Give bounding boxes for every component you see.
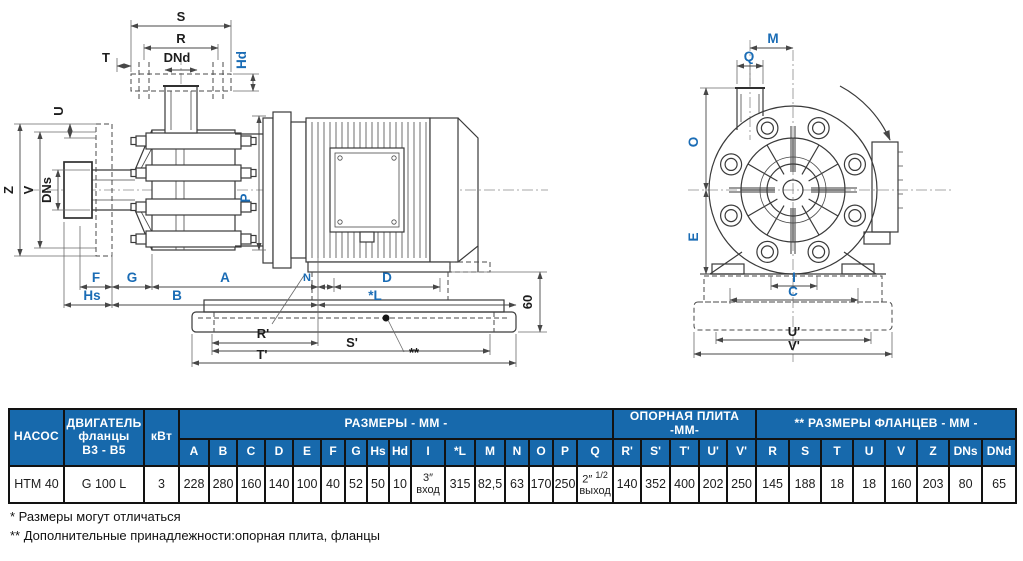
cell-fl-z: 203 <box>917 466 949 503</box>
rotation-direction-arrow <box>840 86 890 140</box>
cell-a: 228 <box>179 466 209 503</box>
col-header-a: A <box>179 439 209 466</box>
col-header-q: Q <box>577 439 613 466</box>
table-row <box>9 466 1016 503</box>
dim-label-r: R <box>176 31 186 46</box>
dim-label-b: B <box>172 288 182 303</box>
dim-label-z: Z <box>1 186 16 194</box>
col-header-i: I <box>411 439 445 466</box>
col-header-fl-z: Z <box>917 439 949 466</box>
dim-label-u-prime: U' <box>787 324 801 339</box>
dim-label-s-prime: S' <box>346 335 358 350</box>
col-header-kw: кВт <box>144 409 179 466</box>
col-header-motor <box>64 409 144 466</box>
pump-side-view <box>1 9 548 367</box>
group-header-dimensions: РАЗМЕРЫ - ММ - <box>179 409 613 439</box>
col-header-hd: Hd <box>389 439 411 466</box>
footnotes <box>10 508 380 546</box>
col-header-r-prime: R' <box>613 439 641 466</box>
dim-label-dnd: DNd <box>163 50 191 65</box>
cell-l: 315 <box>445 466 475 503</box>
footnote-accessories: ** Дополнительные принадлежности:опорная плита, фланцы <box>10 527 381 543</box>
cell-fl-v: 160 <box>885 466 917 503</box>
inlet-size: 3″ <box>422 472 433 484</box>
group-header-base-plate: ОПОРНАЯ ПЛИТА -ММ- <box>613 409 756 439</box>
cell-n: 63 <box>505 466 529 503</box>
dim-label-i: I <box>792 270 796 285</box>
col-header-f: F <box>321 439 345 466</box>
col-header-t-prime: T' <box>670 439 699 466</box>
col-header-u-prime: U' <box>699 439 727 466</box>
dim-label-a: A <box>220 270 230 285</box>
inlet-label: вход <box>416 484 440 497</box>
dim-label-v-prime: V' <box>788 338 800 353</box>
cell-pump-model: HTM 40 <box>9 466 64 503</box>
cell-fl-u: 18 <box>853 466 885 503</box>
cell-fl-t: 18 <box>821 466 853 503</box>
col-header-v-prime: V' <box>727 439 756 466</box>
motor-header-line3: В3 - В5 <box>82 443 126 458</box>
col-header-n: N <box>505 439 529 466</box>
outlet-size: 2″ $^{1/2}$ <box>582 469 608 486</box>
cell-e: 100 <box>293 466 321 503</box>
pump-front-view <box>686 31 952 362</box>
dimensions-table <box>8 408 1017 504</box>
accessory-note-marker: ** <box>408 345 420 360</box>
cell-r-prime: 140 <box>613 466 641 503</box>
group-header-flanges: ** РАЗМЕРЫ ФЛАНЦЕВ - ММ - <box>756 409 1016 439</box>
dim-label-g: G <box>126 270 138 285</box>
cell-hd: 10 <box>389 466 411 503</box>
dim-label-d: D <box>382 270 392 285</box>
col-header-fl-u: U <box>853 439 885 466</box>
terminal-box <box>330 148 404 232</box>
dim-label-o: O <box>686 136 701 148</box>
dim-label-u: U <box>51 106 66 116</box>
cell-b: 280 <box>209 466 237 503</box>
col-header-s-prime: S' <box>641 439 670 466</box>
dim-label-n: N <box>303 272 311 284</box>
fan-cover <box>430 118 458 262</box>
cell-fl-s: 188 <box>789 466 821 503</box>
col-header-fl-r: R <box>756 439 789 466</box>
cell-v-prime: 250 <box>727 466 756 503</box>
dim-label-60: 60 <box>520 294 535 310</box>
cell-motor: G 100 L <box>64 466 144 503</box>
col-header-fl-v: V <box>885 439 917 466</box>
cell-kw: 3 <box>144 466 179 503</box>
cell-d: 140 <box>265 466 293 503</box>
dim-label-l: *L <box>368 288 382 303</box>
motor-header-line1: ДВИГАТЕЛЬ <box>66 415 142 430</box>
col-header-fl-dnd: DNd <box>982 439 1016 466</box>
dim-label-r-prime: R' <box>256 326 270 341</box>
dim-label-f: F <box>91 270 101 285</box>
side-top-dimensions <box>102 9 259 91</box>
cell-fl-r: 145 <box>756 466 789 503</box>
cell-u-prime: 202 <box>699 466 727 503</box>
col-header-b: B <box>209 439 237 466</box>
cell-s-prime: 352 <box>641 466 670 503</box>
cell-hs: 50 <box>367 466 389 503</box>
dim-label-v: V <box>21 185 36 195</box>
cell-inlet <box>411 466 445 503</box>
dim-label-dns: DNs <box>39 176 54 204</box>
col-header-fl-s: S <box>789 439 821 466</box>
col-header-g: G <box>345 439 367 466</box>
col-header-e: E <box>293 439 321 466</box>
dim-label-m: M <box>767 31 779 46</box>
motor-header-line2: фланцы <box>78 429 130 444</box>
cell-p: 250 <box>553 466 577 503</box>
dim-label-p: P <box>238 193 253 203</box>
dim-label-q: Q <box>743 49 755 64</box>
cell-outlet <box>577 466 613 503</box>
outlet-label: выход <box>579 485 611 498</box>
col-header-fl-t: T <box>821 439 853 466</box>
cell-g: 52 <box>345 466 367 503</box>
dim-label-t: T <box>102 50 110 65</box>
footnote-dimensions: * Размеры могут отличаться <box>10 509 181 524</box>
col-header-o: O <box>529 439 553 466</box>
dim-label-t-prime: T' <box>256 347 268 362</box>
dim-label-c: C <box>788 284 798 299</box>
dim-label-s: S <box>176 9 186 24</box>
cell-fl-dns: 80 <box>949 466 982 503</box>
col-header-m: M <box>475 439 505 466</box>
dim-label-e: E <box>686 232 701 242</box>
col-header-l: *L <box>445 439 475 466</box>
cell-c: 160 <box>237 466 265 503</box>
cell-f: 40 <box>321 466 345 503</box>
cell-t-prime: 400 <box>670 466 699 503</box>
col-header-c: C <box>237 439 265 466</box>
col-header-d: D <box>265 439 293 466</box>
col-header-hs: Hs <box>367 439 389 466</box>
cell-o: 170 <box>529 466 553 503</box>
dim-label-hd: Hd <box>234 51 249 69</box>
cell-m: 82,5 <box>475 466 505 503</box>
col-header-p: P <box>553 439 577 466</box>
front-dimensions <box>686 31 892 358</box>
dim-label-hs: Hs <box>83 288 101 303</box>
col-header-pump: НАСОС <box>9 409 64 466</box>
cell-fl-dnd: 65 <box>982 466 1016 503</box>
col-header-fl-dns: DNs <box>949 439 982 466</box>
